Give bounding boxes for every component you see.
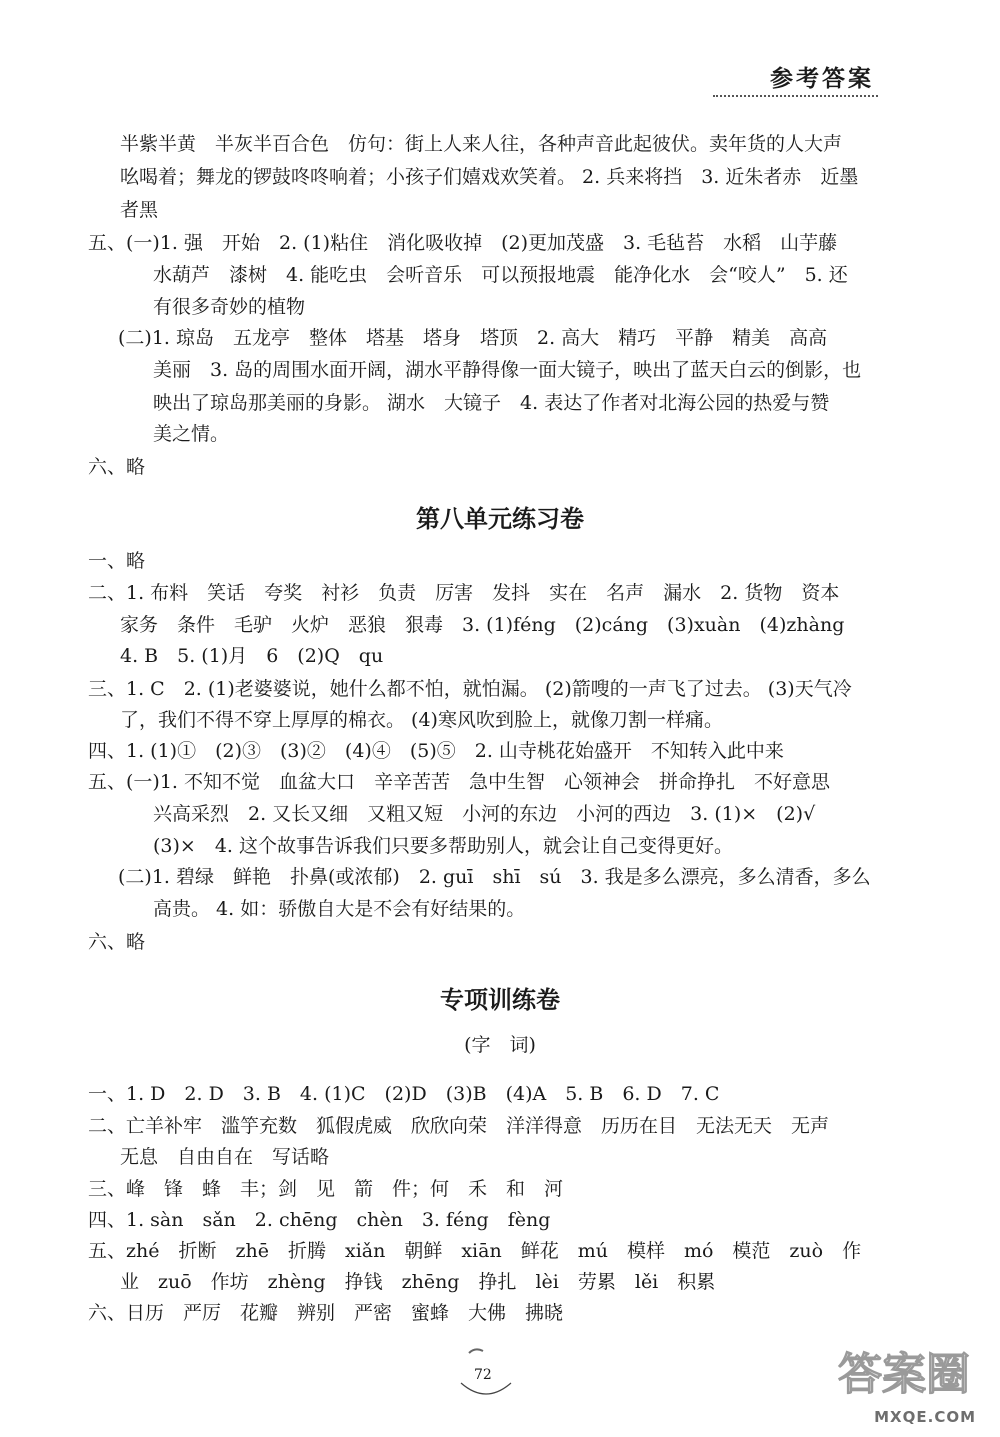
- text-line: 二、1. 布料 笑话 夸奖 衬衫 负责 厉害 发抖 实在 名声 漏水 2. 货物 资本: [88, 582, 840, 604]
- section-title-unit8: 第八单元练习卷: [416, 505, 584, 533]
- text-line: 高贵。 4. 如：骄傲自大是不会有好结果的。: [153, 898, 526, 920]
- text-line: 四、1. sàn sǎn 2. chēng chèn 3. féng fèng: [88, 1209, 551, 1231]
- text-line: 三、1. C 2. (1)老婆婆说，她什么都不怕，就怕漏。 (2)箭嗖的一声飞了过去。 (3)天气冷: [88, 678, 852, 700]
- section-title-special: 专项训练卷: [440, 986, 560, 1014]
- text-line: 三、峰 锋 蜂 丰；剑 见 箭 件；何 禾 和 河: [88, 1178, 564, 1200]
- text-line: 者黑: [120, 199, 159, 221]
- text-line: 水葫芦 漆树 4. 能吃虫 会听音乐 可以预报地震 能净化水 会“咬人” 5. 还: [153, 264, 848, 286]
- watermark-logo: [805, 1342, 990, 1432]
- text-line: (二)1. 碧绿 鲜艳 扑鼻(或浓郁) 2. guī shī sú 3. 我是多么漂亮，多么清香，多么: [118, 866, 871, 888]
- text-line: 4. B 5. (1)月 6 (2)Q qu: [120, 645, 384, 667]
- text-line: 业 zuō 作坊 zhèng 挣钱 zhēng 挣扎 lèi 劳累 lěi 积累: [120, 1271, 716, 1293]
- text-line: 美之情。: [153, 423, 230, 445]
- text-line: 无息 自由自在 写话略: [120, 1146, 330, 1168]
- header-dotted-rule: [713, 95, 878, 97]
- text-line: 五、zhé 折断 zhē 折腾 xiǎn 朝鲜 xiān 鲜花 mú 模样 mó 模范 zuò 作: [88, 1240, 862, 1262]
- text-line: 五、(一)1. 强 开始 2. (1)粘住 消化吸收掉 (2)更加茂盛 3. 毛毡苔 水稻 山芋藤: [88, 232, 838, 254]
- text-line: 一、略: [88, 550, 146, 572]
- text-line: 四、1. (1)① (2)③ (3)② (4)④ (5)⑤ 2. 山寺桃花始盛开 不知转入此中来: [88, 740, 784, 762]
- text-line: 六、略: [88, 931, 146, 953]
- text-line: 五、(一)1. 不知不觉 血盆大口 辛辛苦苦 急中生智 心领神会 拼命挣扎 不好意思: [88, 771, 830, 793]
- text-line: (3)× 4. 这个故事告诉我们只要多帮助别人，就会让自己变得更好。: [153, 835, 734, 857]
- section-subtitle: (字 词): [464, 1034, 536, 1056]
- text-line: 六、日历 严厉 花瓣 辨别 严密 蜜蜂 大佛 拂晓: [88, 1302, 564, 1324]
- text-line: 映出了琼岛那美丽的身影。 湖水 大镜子 4. 表达了作者对北海公园的热爱与赞: [153, 392, 830, 414]
- text-line: 家务 条件 毛驴 火炉 恶狼 狠毒 3. (1)féng (2)cáng (3)xuàn (4)zhàng: [120, 614, 845, 636]
- watermark-big-text: 答案圈: [838, 1349, 970, 1400]
- text-line: 六、略: [88, 456, 146, 478]
- text-line: 美丽 3. 岛的周围水面开阔，湖水平静得像一面大镜子，映出了蓝天白云的倒影，也: [153, 359, 862, 381]
- text-line: 吆喝着；舞龙的锣鼓咚咚响着；小孩子们嬉戏欢笑着。 2. 兵来将挡 3. 近朱者赤 近墨: [120, 166, 859, 188]
- header-title: 参考答案: [770, 66, 874, 92]
- text-line: 了，我们不得不穿上厚厚的棉衣。 (4)寒风吹到脸上，就像刀割一样痛。: [120, 709, 723, 731]
- watermark-url: MXQE.COM: [874, 1408, 976, 1426]
- text-line: (二)1. 琼岛 五龙亭 整体 塔基 塔身 塔顶 2. 高大 精巧 平静 精美 高高: [118, 327, 828, 349]
- text-line: 一、1. D 2. D 3. B 4. (1)C (2)D (3)B (4)A 5. B 6. D 7. C: [88, 1083, 720, 1105]
- text-line: 二、亡羊补牢 滥竽充数 狐假虎威 欣欣向荣 洋洋得意 历历在目 无法无天 无声: [88, 1115, 830, 1137]
- page-number: 72: [474, 1367, 492, 1383]
- text-line: 有很多奇妙的植物: [153, 296, 306, 318]
- text-line: 半紫半黄 半灰半百合色 仿句：街上人来人往，各种声音此起彼伏。卖年货的人大声: [120, 133, 843, 155]
- text-line: 兴高采烈 2. 又长又细 又粗又短 小河的东边 小河的西边 3. (1)× (2)√: [153, 803, 816, 825]
